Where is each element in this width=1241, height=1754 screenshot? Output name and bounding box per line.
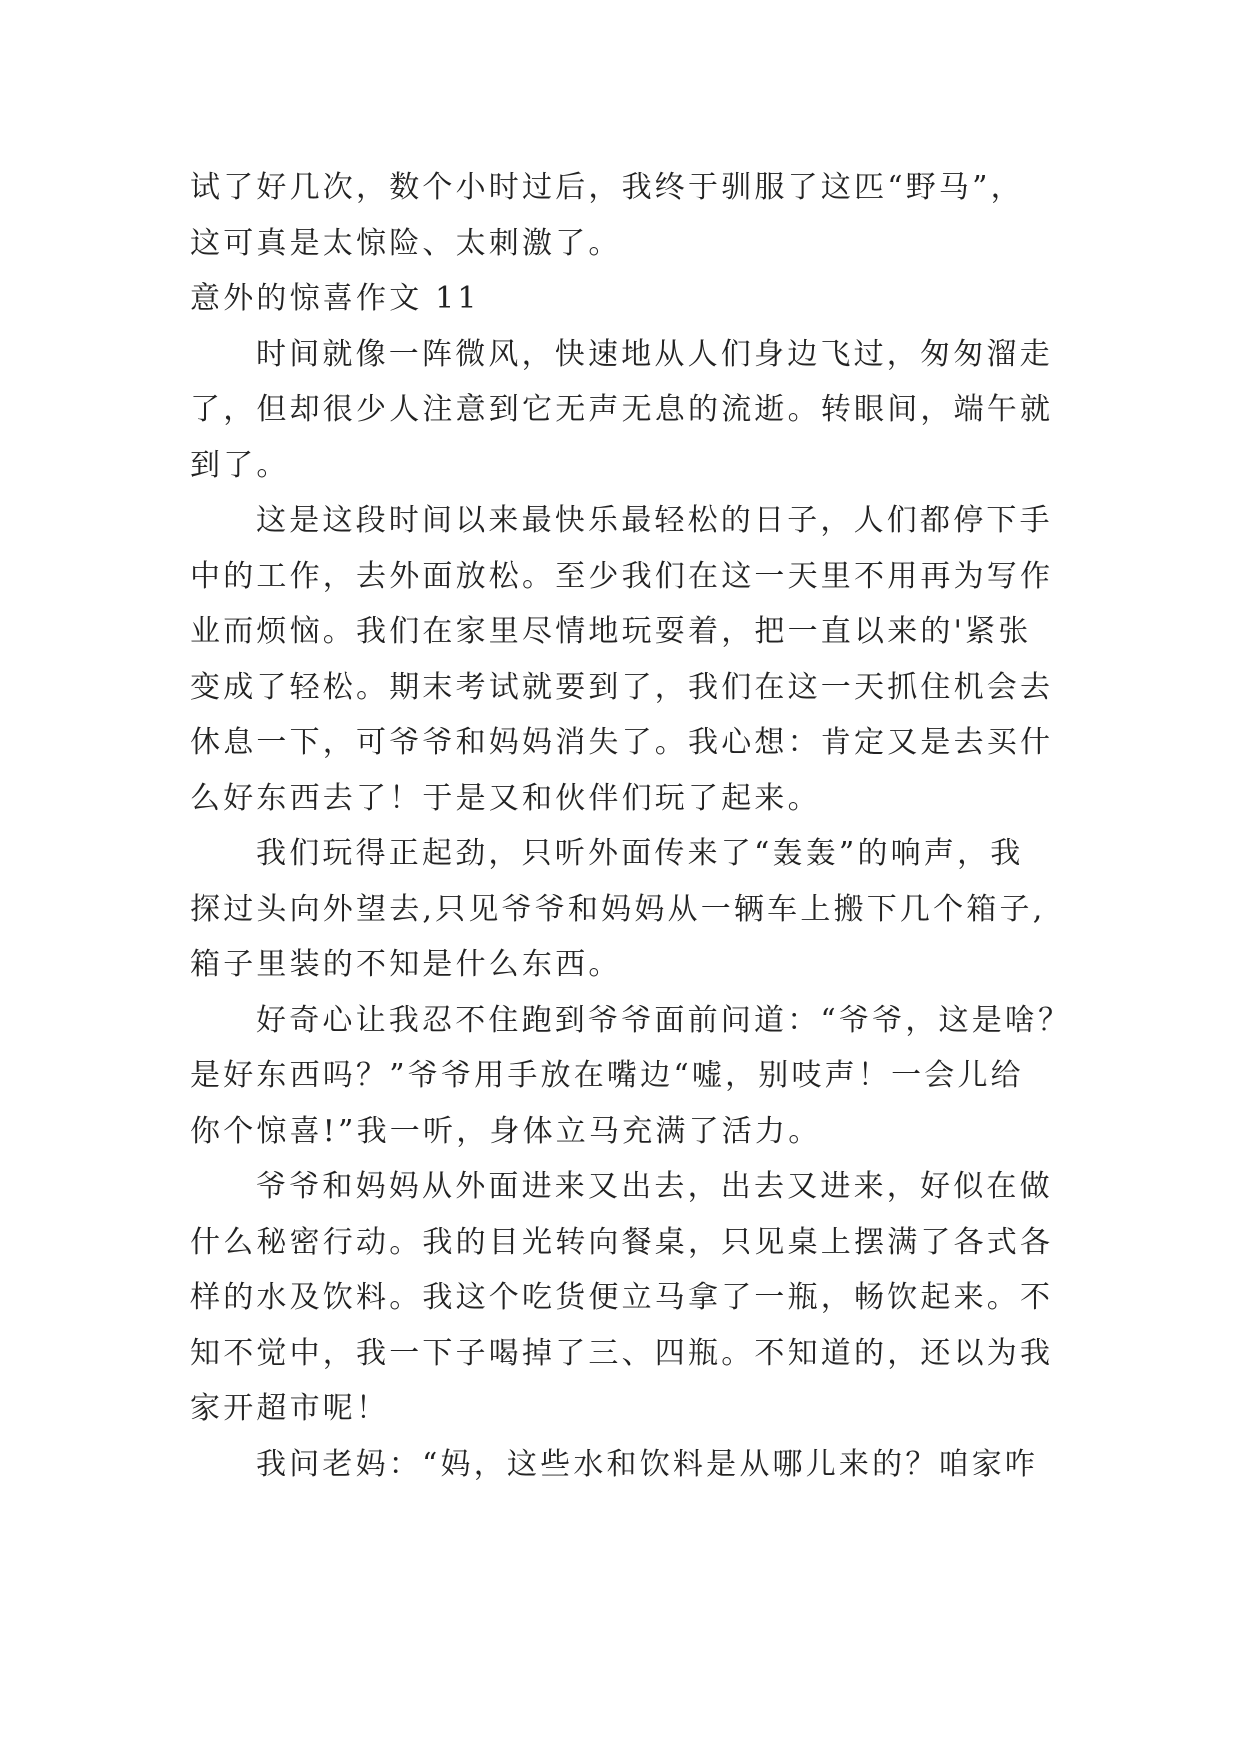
document-body	[190, 160, 1072, 1492]
text-line: 我们玩得正起劲，只听外面传来了“轰轰”的响声，我	[256, 836, 1024, 871]
text-line: 业而烦恼。我们在家里尽情地玩耍着，把一直以来的'紧张	[190, 614, 1032, 649]
text-line: 时间就像一阵微风，快速地从人们身边飞过，匆匆溜走	[256, 336, 1053, 372]
text-line: 箱子里装的不知是什么东西。	[190, 947, 622, 982]
section-heading: 意外的惊喜作文 11	[190, 281, 480, 316]
text-line: 变成了轻松。期末考试就要到了，我们在这一天抓住机会去	[190, 669, 1054, 705]
text-line: 休息一下，可爷爷和妈妈消失了。我心想：肯定又是去买什	[190, 725, 1054, 760]
text-line: 么好东西去了！于是又和伙伴们玩了起来。	[190, 780, 821, 816]
text-line: 了，但却很少人注意到它无声无息的流逝。转眼间，端午就	[190, 392, 1054, 427]
text-line: 这是这段时间以来最快乐最轻松的日子，人们都停下手	[256, 503, 1053, 538]
text-line: 中的工作，去外面放松。至少我们在这一天里不用再为写作	[190, 558, 1054, 594]
text-line: 知不觉中，我一下子喝掉了三、四瓶。不知道的，还以为我	[190, 1335, 1054, 1371]
text-line: 好奇心让我忍不住跑到爷爷面前问道：“爷爷，这是啥？	[256, 1002, 1072, 1038]
text-line: 探过头向外望去,只见爷爷和妈妈从一辆车上搬下几个箱子,	[190, 891, 1046, 927]
text-line: 试了好几次，数个小时过后，我终于驯服了这匹“野马”，	[190, 170, 1024, 205]
text-line: 样的水及饮料。我这个吃货便立马拿了一瓶，畅饮起来。不	[190, 1280, 1054, 1315]
text-line: 爷爷和妈妈从外面进来又出去，出去又进来，好似在做	[256, 1169, 1053, 1204]
text-line: 到了。	[190, 447, 290, 483]
text-line: 家开超市呢！	[190, 1391, 390, 1426]
text-line: 这可真是太惊险、太刺激了。	[190, 225, 622, 261]
text-line: 你个惊喜!”我一听，身体立马充满了活力。	[190, 1113, 822, 1149]
text-line: 什么秘密行动。我的目光转向餐桌，只见桌上摆满了各式各	[190, 1224, 1054, 1260]
text-line: 是好东西吗？”爷爷用手放在嘴边“嘘，别吱声！一会儿给	[190, 1058, 1024, 1093]
text-line: 我问老妈：“妈，这些水和饮料是从哪儿来的？咱家咋	[256, 1446, 1039, 1482]
